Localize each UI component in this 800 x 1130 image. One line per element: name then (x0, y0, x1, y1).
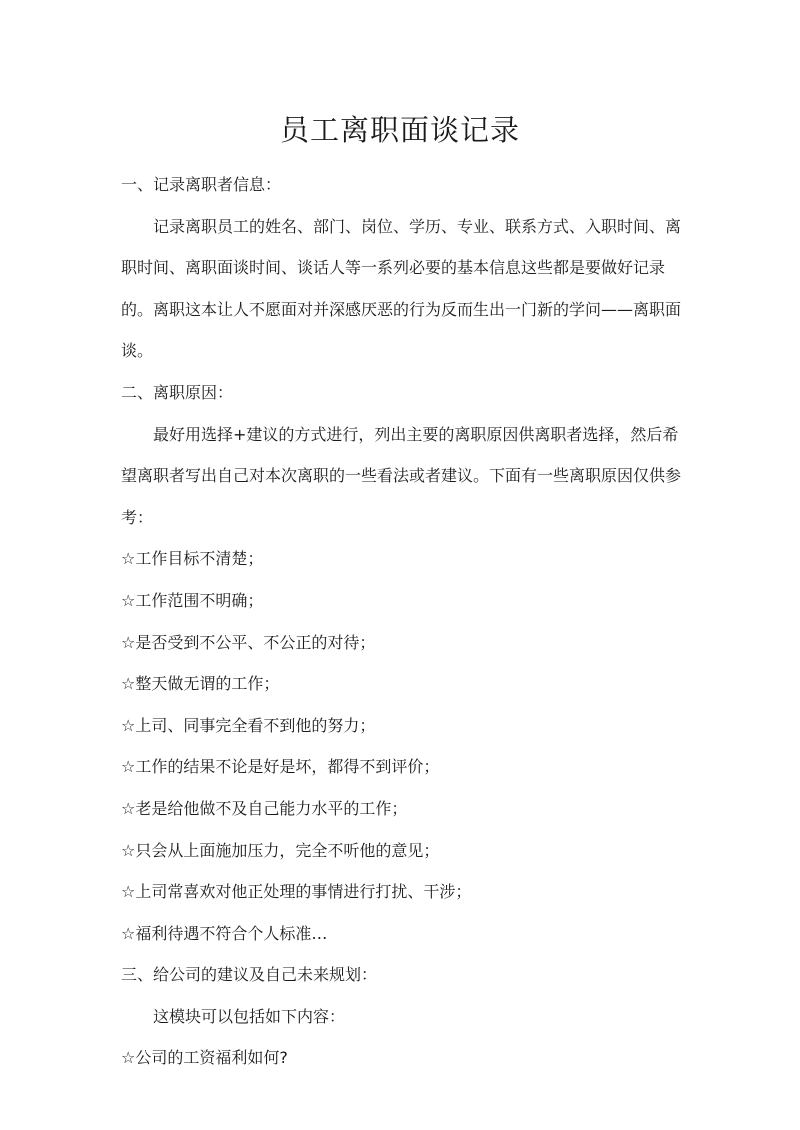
paragraph-info: 记录离职员工的姓名、部门、岗位、学历、专业、联系方式、入职时间、离职时间、离职面谈时间、谈话人等一系列必要的基本信息这些都是要做好记录的。离职这本让人不愿面对并深感厌恶的行为反而生出一门新的学问——离职面谈。 (121, 216, 682, 361)
reason-item: ☆是否受到不公平、不公正的对待； (121, 632, 376, 652)
paragraph-suggestions: 这模块可以包括如下内容： (153, 1006, 346, 1026)
reason-item: ☆老是给他做不及自己能力水平的工作； (121, 798, 408, 818)
suggestion-item: ☆公司的工资福利如何? (121, 1048, 288, 1068)
reason-item: ☆整天做无谓的工作； (121, 674, 280, 694)
paragraph-reasons: 最好用选择+建议的方式进行，列出主要的离职原因供离职者选择，然后希望离职者写出自己对本次离职的一些看法或者建议。下面有一些离职原因仅供参考： (121, 424, 682, 527)
document-body (121, 164, 691, 1079)
reason-item: ☆只会从上面施加压力，完全不听他的意见； (121, 840, 440, 860)
section-heading-3: 三、给公司的建议及自己未来规划： (121, 965, 378, 985)
reason-item: ☆上司常喜欢对他正处理的事情进行打扰、干涉； (121, 882, 472, 902)
section-heading-1: 一、记录离职者信息： (121, 175, 282, 194)
reason-item: ☆工作目标不清楚； (121, 549, 264, 569)
document-title: 员工离职面谈记录 (279, 113, 520, 147)
section-heading-2: 二、离职原因： (121, 382, 234, 402)
reason-item: ☆上司、同事完全看不到他的努力； (121, 715, 376, 735)
reason-item: ☆工作范围不明确； (121, 590, 264, 610)
reason-item: ☆工作的结果不论是好是坏，都得不到评价； (121, 757, 440, 777)
reason-item: ☆福利待遇不符合个人标准… (121, 923, 328, 943)
